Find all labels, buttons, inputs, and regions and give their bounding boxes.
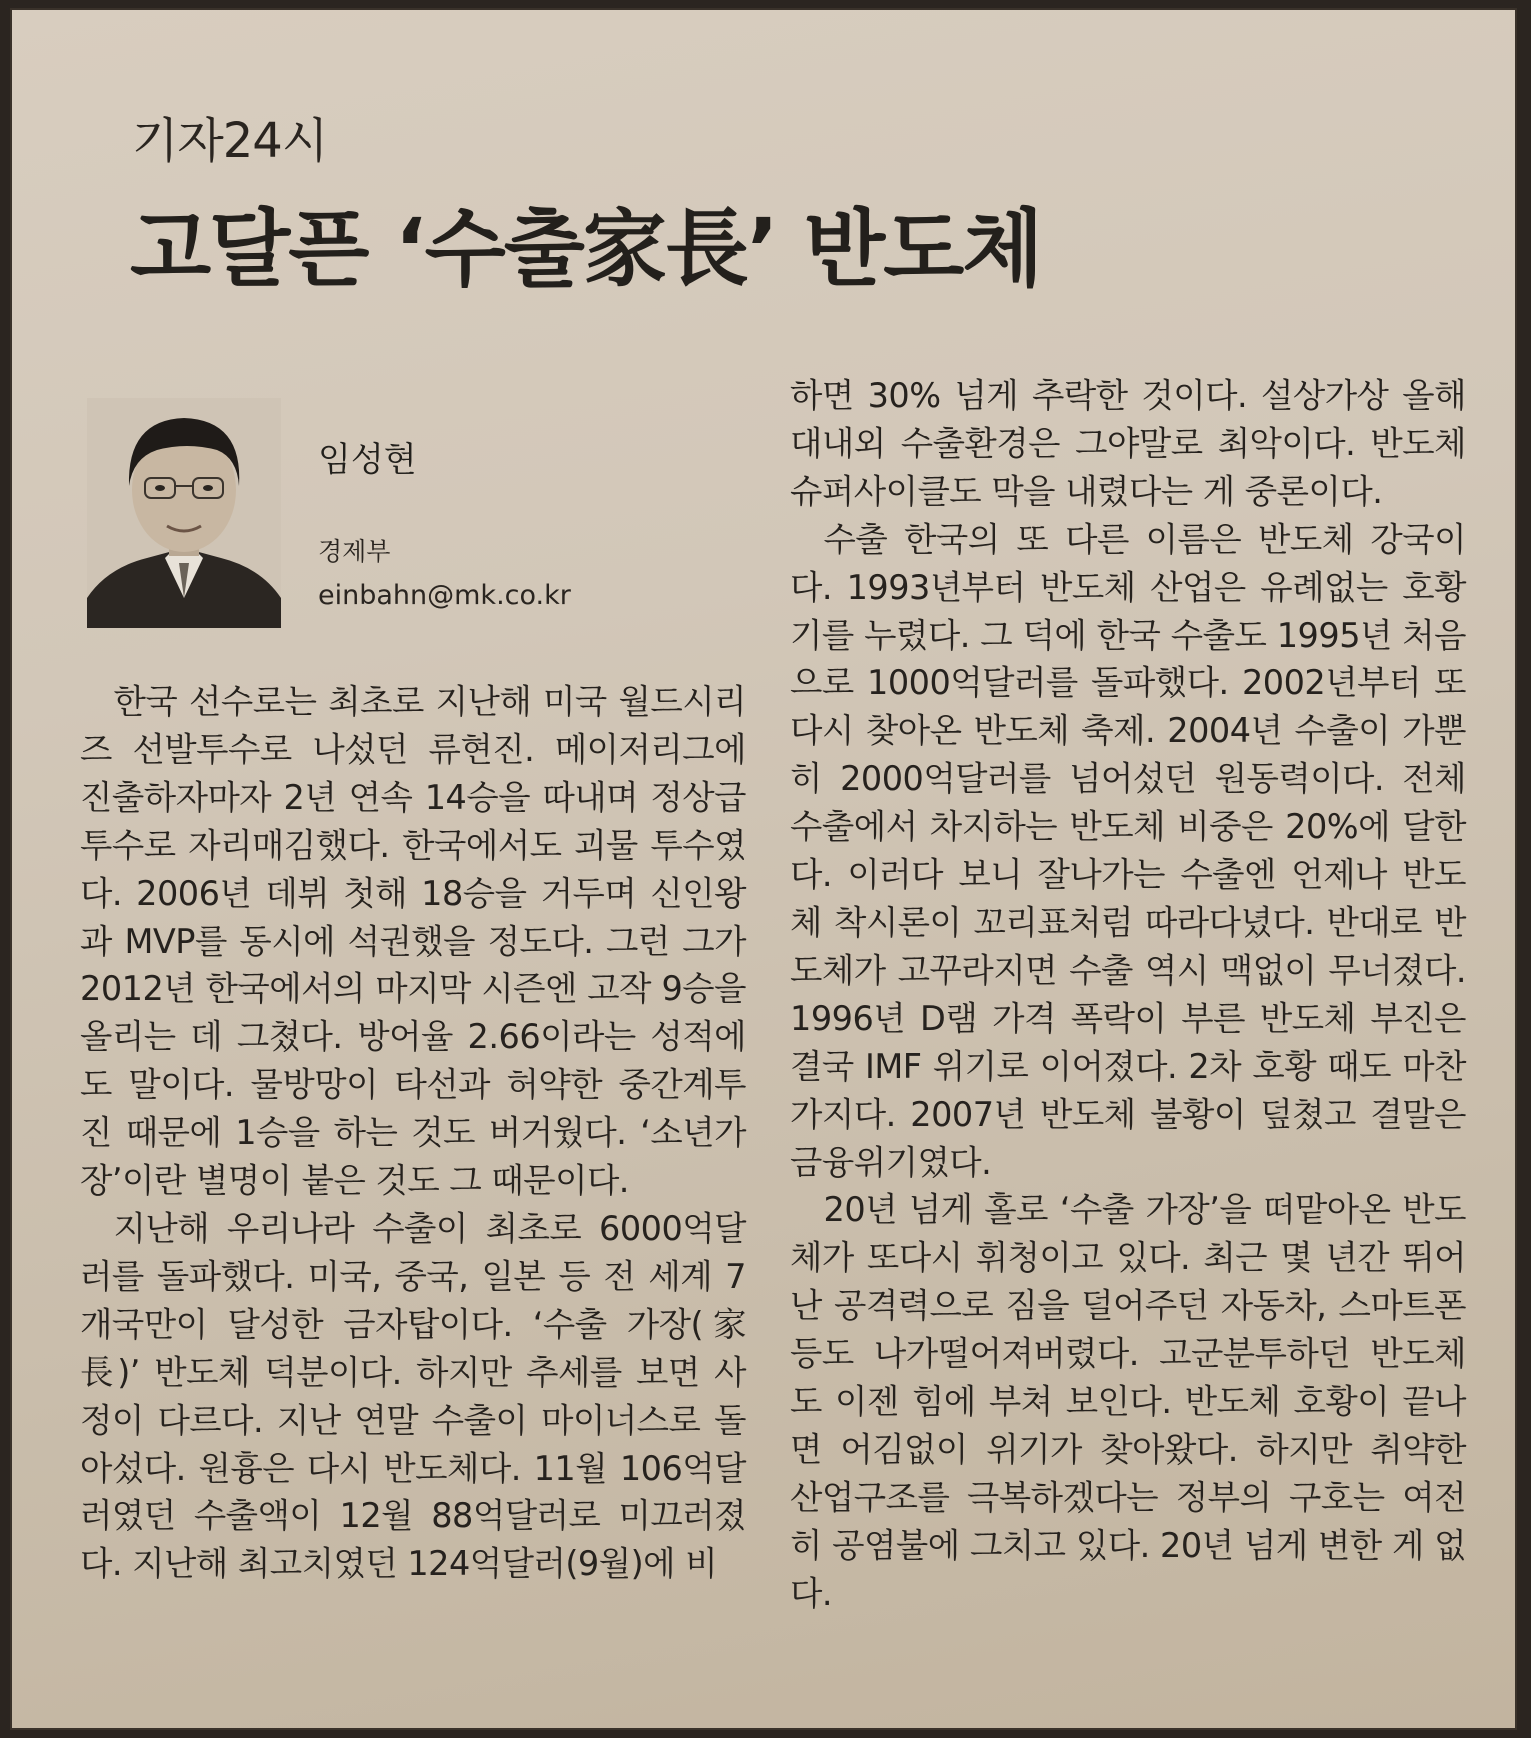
body-paragraph: 하면 30% 넘게 추락한 것이다. 설상가상 올해 대내외 수출환경은 그야말로 최악이다. 반도체 슈퍼사이클도 막을 내렸다는 게 중론이다. bbox=[790, 376, 1466, 511]
author-department: 경제부 bbox=[318, 537, 391, 566]
author-name: 임성현 bbox=[318, 440, 417, 480]
headline: 고달픈 ‘수출家長’ 반도체 bbox=[130, 200, 1042, 298]
newspaper-clipping bbox=[10, 8, 1517, 1730]
body-paragraph: 20년 넘게 홀로 ‘수출 가장’을 떠맡아온 반도체가 또다시 휘청이고 있다. 최근 몇 년간 뛰어난 공격력으로 짐을 덜어주던 자동차, 스마트폰 등도 나가떨어져버렸다. 고군분투하던 반도체도 이젠 힘에 부쳐 보인다. 반도체 호황이 끝나면 어김없이 위기가 찾아왔다. 하지만 취약한 산업구조를 극복하겠다는 정부의 구호는 여전히 공염불에 그치고 있다. 20년 넘게 변한 게 없다. bbox=[790, 1190, 1466, 1613]
body-paragraph: 지난해 우리나라 수출이 최초로 6000억달러를 돌파했다. 미국, 중국, 일본 등 전 세계 7개국만이 달성한 금자탑이다. ‘수출 가장(家長)’ 반도체 덕분이다. 하지만 추세를 보면 사정이 다르다. 지난 연말 수출이 마이너스로 돌아섰다. 원흉은 다시 반도체다. 11월 106억달러였던 수출액이 12월 88억달러로 미끄러졌다. 지난해 최고치였던 124억달러(9월)에 비 bbox=[80, 1208, 746, 1584]
body-paragraph: 한국 선수로는 최초로 지난해 미국 월드시리즈 선발투수로 나섰던 류현진. 메이저리그에 진출하자마자 2년 연속 14승을 따내며 정상급 투수로 자리매김했다. 한국에서도 괴물 투수였다. 2006년 데뷔 첫해 18승을 거두며 신인왕과 MVP를 동시에 석권했을 정도다. 그런 그가 2012년 한국에서의 마지막 시즌엔 고작 9승을 올리는 데 그쳤다. 방어율 2.66이라는 성적에도 말이다. 물방망이 타선과 허약한 중간계투진 때문에 1승을 하는 것도 버거웠다. ‘소년가장’이란 별명이 붙은 것도 그 때문이다. bbox=[80, 682, 746, 1201]
body-column-right bbox=[790, 372, 1466, 1618]
author-email: einbahn@mk.co.kr bbox=[318, 580, 571, 611]
author-photo bbox=[87, 398, 281, 628]
body-column-left bbox=[80, 678, 746, 1588]
body-paragraph: 수출 한국의 또 다른 이름은 반도체 강국이다. 1993년부터 반도체 산업은 유례없는 호황기를 누렸다. 그 덕에 한국 수출도 1995년 처음으로 1000억달러를 돌파했다. 2002년부터 또다시 찾아온 반도체 축제. 2004년 수출이 가뿐히 2000억달러를 넘어섰던 원동력이다. 전체 수출에서 차지하는 반도체 비중은 20%에 달한다. 이러다 보니 잘나가는 수출엔 언제나 반도체 착시론이 꼬리표처럼 따라다녔다. 반대로 반도체가 고꾸라지면 수출 역시 맥없이 무너졌다. 1996년 D램 가격 폭락이 부른 반도체 부진은 결국 IMF 위기로 이어졌다. 2차 호황 때도 마찬가지다. 2007년 반도체 불황이 덮쳤고 결말은 금융위기였다. bbox=[790, 519, 1466, 1182]
column-kicker: 기자24시 bbox=[132, 113, 328, 169]
